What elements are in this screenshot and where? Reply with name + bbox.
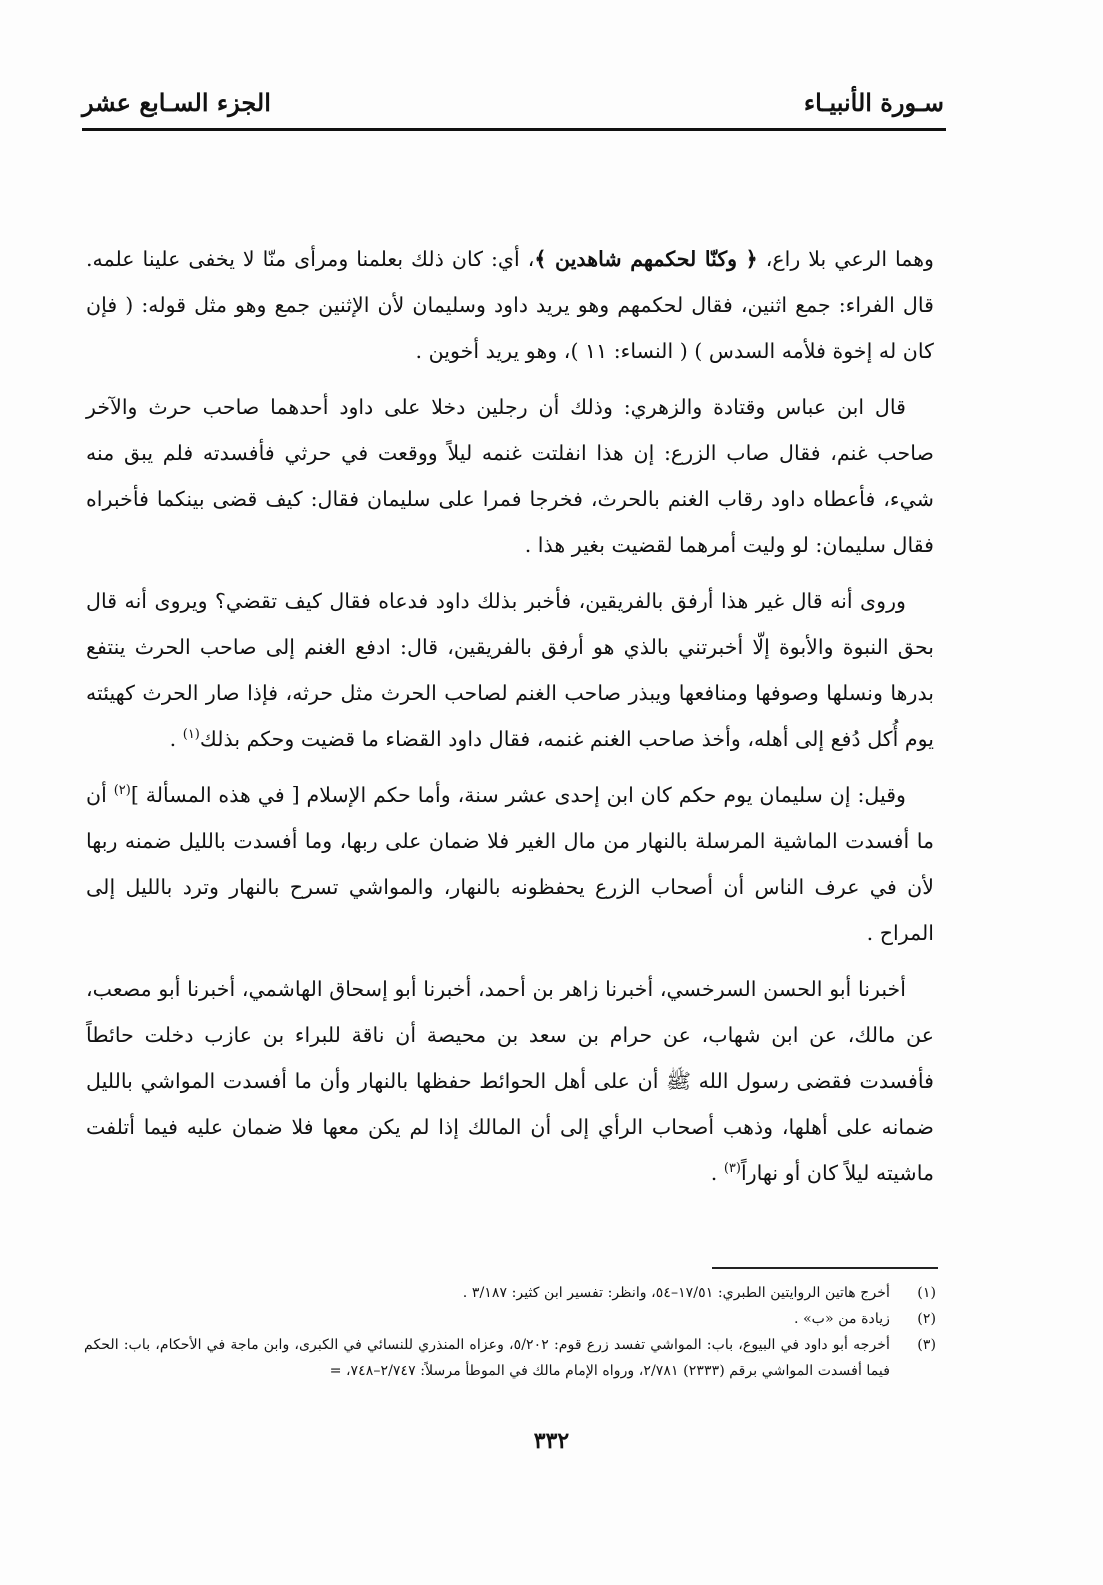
footnote-text: أخرج هاتين الروايتين الطبري: ١٧/٥١–٥٤، وانظر: تفسير ابن كثير: ٣/١٨٧ . xyxy=(462,1285,890,1301)
paragraph-text: وهما الرعي بلا راع، xyxy=(757,247,934,271)
paragraph xyxy=(86,236,934,374)
footnote-marker: (٣) xyxy=(723,1161,741,1177)
quran-verse: ﴿ وكنّا لحكمهم شاهدين ﴾ xyxy=(534,247,758,271)
paragraph-text: وقيل: إن سليمان يوم حكم كان ابن إحدى عشر سنة، وأما حكم الإسلام [ في هذه المسألة ] xyxy=(130,783,906,807)
footnote xyxy=(84,1306,936,1332)
footnote-separator xyxy=(712,1267,938,1269)
running-header xyxy=(82,82,944,122)
footnote-number: (٢) xyxy=(917,1311,936,1327)
paragraph-text: ، أي: كان ذلك بعلمنا ومرأى منّا لا يخفى علينا علمه. قال الفراء: جمع اثنين، فقال لحكمهم وهو يريد داود وسليمان لأن الإثنين جمع وهو مثل قوله: ( فإن كان له إخوة فلأمه السدس ) ( النساء: ١١ )، وهو يريد أخوين . xyxy=(86,247,934,363)
paragraph-text: أخبرنا أبو الحسن السرخسي، أخبرنا زاهر بن أحمد، أخبرنا أبو إسحاق الهاشمي، أخبرنا أبو مصعب، عن مالك، عن ابن شهاب، عن حرام بن سعد بن محيصة أن ناقة للبراء بن عازب دخلت حائطاً فأفسدت فقضى رسول الله ﷺ أن على أهل الحوائط حفظها بالنهار وأن ما أفسدت المواشي بالليل ضمانه على أهلها، وذهب أصحاب الرأي إلى أن المالك إذا لم يكن معها فلا ضمان عليه فيما أتلفت ماشيته ليلاً كان أو نهاراً xyxy=(86,977,934,1185)
footnote-marker: (١) xyxy=(182,727,200,743)
footnotes xyxy=(84,1280,936,1384)
paragraph-text: قال ابن عباس وقتادة والزهري: وذلك أن رجلين دخلا على داود أحدهما صاحب حرث والآخر صاحب غنم، فقال صاب الزرع: إن هذا انفلتت غنمه ليلاً ووقعت في حرثي فأفسدته فلم يبق منه شيء، فأعطاه داود رقاب الغنم بالحرث، فخرجا فمرا على سليمان فقال: كيف قضى بينكما فأخبراه فقال سليمان: لو وليت أمرهما لقضيت بغير هذا . xyxy=(86,395,934,557)
paragraph xyxy=(86,966,934,1196)
paragraph-text: . xyxy=(169,727,183,751)
paragraph-text: . xyxy=(710,1161,724,1185)
page-number: ٣٣٢ xyxy=(533,1428,570,1454)
paragraph-text: وروى أنه قال غير هذا أرفق بالفريقين، فأخبر بذلك داود فدعاه فقال كيف تقضي؟ ويروى أنه قال بحق النبوة والأبوة إلّا أخبرتني بالذي هو أرفق بالفريقين، قال: ادفع الغنم إلى صاحب الحرث ينتفع بدرها ونسلها وصوفها ومنافعها ويبذر صاحب الغنم لصاحب الحرث مثل حرثه، فإذا صار الحرث كهيئته يوم أُكل دُفع إلى أهله، وأخذ صاحب الغنم غنمه، فقال داود القضاء ما قضيت وحكم بذلك xyxy=(86,589,934,751)
footnote-text: أخرجه أبو داود في البيوع، باب: المواشي تفسد زرع قوم: ٥/٢٠٢، وعزاه المنذري للنسائي في الكبرى، وابن ماجة في الأحكام، باب: الحكم فيما أفسدت المواشي برقم (٢٣٣٣) ٢/٧٨١، ورواه الإمام مالك في الموطأ مرسلاً: ٢/٧٤٧–٧٤٨، = xyxy=(84,1337,890,1379)
footnote-number: (١) xyxy=(917,1285,936,1301)
paragraph xyxy=(86,578,934,762)
main-text xyxy=(86,236,934,1206)
footnote xyxy=(84,1332,936,1384)
footnote xyxy=(84,1280,936,1306)
footnote-marker: (٢) xyxy=(113,783,131,799)
paragraph xyxy=(86,772,934,956)
volume-title: الجزء السـابع عشر xyxy=(82,87,271,117)
paragraph-text: أن ما أفسدت الماشية المرسلة بالنهار من مال الغير فلا ضمان على ربها، وما أفسدت بالليل ضمنه ربها لأن في عرف الناس أن أصحاب الزرع يحفظونه بالنهار، والمواشي تسرح بالنهار وترد بالليل إلى المراح . xyxy=(86,783,934,945)
footnote-text: زيادة من «ب» . xyxy=(793,1311,890,1327)
header-rule xyxy=(82,128,946,131)
footnote-number: (٣) xyxy=(917,1337,936,1353)
paragraph xyxy=(86,384,934,568)
surah-title: سـورة الأنبيـاء xyxy=(803,87,944,117)
